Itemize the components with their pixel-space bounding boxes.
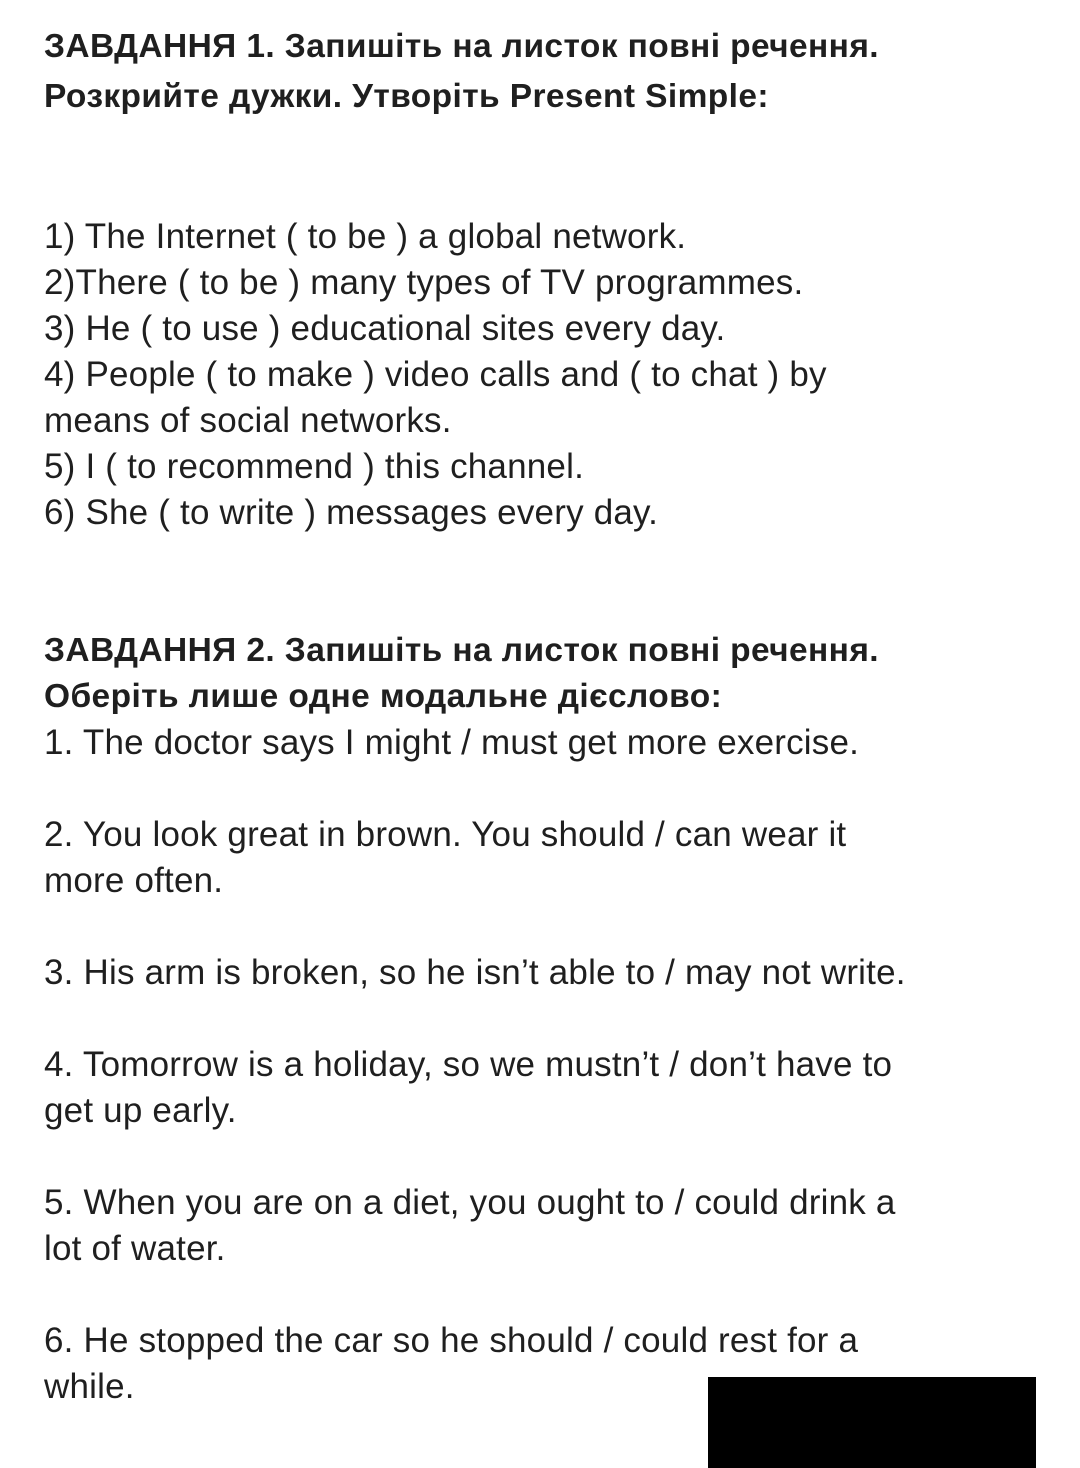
task-2-heading-line-1: ЗАВДАННЯ 2. Запишіть на листок повні речення.	[44, 632, 879, 669]
task-2-item-3: 3. His arm is broken, so he isn’t able to / may not write.	[44, 953, 906, 992]
task-1-item-6: 6) She ( to write ) messages every day.	[44, 493, 659, 532]
task-2-item-2-continued: more often.	[44, 861, 224, 900]
task-2-item-5: 5. When you are on a diet, you ought to / could drink a	[44, 1183, 896, 1222]
task-1-heading-line-2: Розкрийте дужки. Утворіть Present Simple:	[44, 78, 769, 115]
task-2-item-4-continued: get up early.	[44, 1091, 237, 1130]
task-2-item-6: 6. He stopped the car so he should / could rest for a	[44, 1321, 859, 1360]
task-1-item-4: 4) People ( to make ) video calls and ( to chat ) by	[44, 355, 827, 394]
task-2-item-5-continued: lot of water.	[44, 1229, 226, 1268]
task-1-item-2: 2)There ( to be ) many types of TV programmes.	[44, 263, 804, 302]
task-1-item-3: 3) He ( to use ) educational sites every day.	[44, 309, 726, 348]
task-2-heading-line-2: Оберіть лише одне модальне дієслово:	[44, 678, 723, 715]
task-1-item-4-continued: means of social networks.	[44, 401, 452, 440]
task-1-heading-line-1: ЗАВДАННЯ 1. Запишіть на листок повні речення.	[44, 28, 879, 65]
task-1-item-1: 1) The Internet ( to be ) a global network.	[44, 217, 687, 256]
task-2-item-4: 4. Tomorrow is a holiday, so we mustn’t / don’t have to	[44, 1045, 893, 1084]
task-1-item-5: 5) I ( to recommend ) this channel.	[44, 447, 584, 486]
task-2-item-1: 1. The doctor says I might / must get more exercise.	[44, 723, 860, 762]
task-2-item-6-continued: while.	[44, 1367, 135, 1406]
redaction-block	[708, 1377, 1036, 1468]
task-2-item-2: 2. You look great in brown. You should / can wear it	[44, 815, 847, 854]
